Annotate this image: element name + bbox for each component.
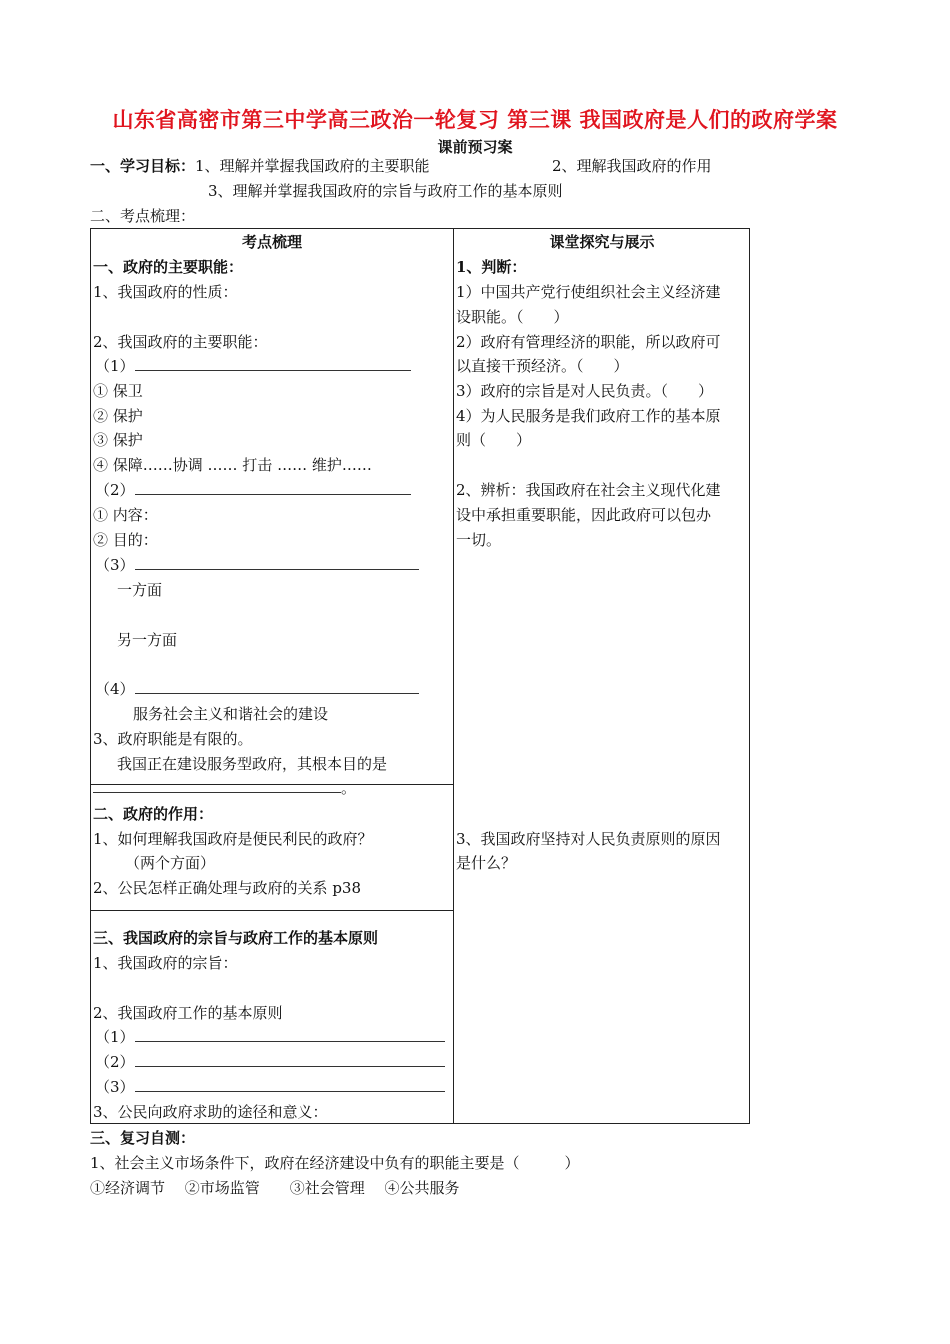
role-question-2: 2、公民怎样正确处理与政府的关系 p38	[93, 879, 362, 897]
gov-nature: 1、我国政府的性质：	[93, 283, 238, 301]
function-2-purpose: ② 目的：	[93, 531, 158, 549]
table-row-divider-2	[91, 910, 453, 911]
judge-3: 3）政府的宗旨是对人民负责。（ ）	[456, 382, 714, 400]
learning-goals-line-1	[90, 156, 430, 176]
principle-3: （3）	[95, 1077, 445, 1097]
judge-4-line-1: 4）为人民服务是我们政府工作的基本原	[456, 407, 721, 425]
document-subtitle: 课前预习案	[437, 138, 513, 156]
function-1-a: ① 保卫	[93, 382, 143, 400]
judge-1-line-2: 设职能。（ ）	[456, 308, 569, 326]
question-3-line-2: 是什么？	[456, 854, 517, 872]
function-4-text: 服务社会主义和谐社会的建设	[133, 705, 329, 723]
goal-3: 3、理解并掌握我国政府的宗旨与政府工作的基本原则	[208, 182, 563, 200]
analysis-line-2: 设中承担重要职能，因此政府可以包办	[456, 506, 712, 524]
gov-functions: 2、我国政府的主要职能：	[93, 333, 268, 351]
citizen-help: 3、公民向政府求助的途径和意义：	[93, 1103, 328, 1121]
table-column-divider	[453, 229, 454, 1123]
right-column-header: 课堂探究与展示	[549, 233, 655, 251]
gov-principles: 2、我国政府工作的基本原则	[93, 1004, 283, 1022]
function-1-b: ② 保护	[93, 407, 143, 425]
section-2-label: 二、考点梳理：	[90, 207, 196, 225]
function-item-3: （3）	[95, 555, 419, 575]
judge-1-line-1: 1）中国共产党行使组织社会主义经济建	[456, 283, 721, 301]
question-3-line-1: 3、我国政府坚持对人民负责原则的原因	[456, 830, 721, 848]
principle-1: （1）	[95, 1027, 445, 1047]
left-column-header: 考点梳理	[241, 233, 302, 251]
self-test-options: ①经济调节 ②市场监管 ③社会管理 ④公共服务	[90, 1179, 460, 1197]
judge-2-line-2: 以直接干预经济。（ ）	[456, 357, 629, 375]
function-item-1: （1）	[95, 356, 411, 376]
role-question-1-note: （两个方面）	[125, 854, 216, 872]
judge-4-line-2: 则（ ）	[456, 431, 532, 449]
document-title: 山东省高密市第三中学高三政治一轮复习 第三课 我国政府是人们的政府学案	[112, 108, 838, 132]
function-3-other-side: 另一方面	[117, 631, 178, 649]
self-test-question: 1、社会主义市场条件下，政府在经济建设中负有的职能主要是（ ）	[90, 1154, 580, 1172]
service-government-blank: 。	[93, 778, 356, 798]
function-3-one-side: 一方面	[117, 581, 163, 599]
service-government: 我国正在建设服务型政府，其根本目的是	[117, 755, 388, 773]
goal-2: 2、理解我国政府的作用	[552, 157, 712, 175]
function-1-d: ④ 保障……协调 …… 打击 …… 维护……	[93, 456, 372, 474]
principle-2: （2）	[95, 1052, 445, 1072]
function-item-2: （2）	[95, 480, 411, 500]
functions-limited: 3、政府职能是有限的。	[93, 730, 253, 748]
goal-1: 1、理解并掌握我国政府的主要职能	[195, 157, 430, 175]
self-test-label: 三、复习自测：	[90, 1129, 196, 1147]
section-functions-title: 一、政府的主要职能：	[93, 258, 244, 276]
gov-aim: 1、我国政府的宗旨：	[93, 954, 238, 972]
function-1-c: ③ 保护	[93, 431, 143, 449]
section-aim-title: 三、我国政府的宗旨与政府工作的基本原则	[93, 929, 379, 947]
function-2-content: ① 内容：	[93, 506, 158, 524]
section-role-title: 二、政府的作用：	[93, 805, 214, 823]
judge-title: 1、判断：	[456, 258, 527, 276]
review-table	[90, 228, 750, 1124]
analysis-line-1: 2、辨析：我国政府在社会主义现代化建	[456, 481, 721, 499]
judge-2-line-1: 2）政府有管理经济的职能，所以政府可	[456, 333, 721, 351]
analysis-line-3: 一切。	[456, 531, 502, 549]
learning-goals-label: 一、学习目标：	[90, 157, 196, 175]
role-question-1: 1、如何理解我国政府是便民利民的政府？	[93, 830, 373, 848]
function-item-4: （4）	[95, 679, 419, 699]
